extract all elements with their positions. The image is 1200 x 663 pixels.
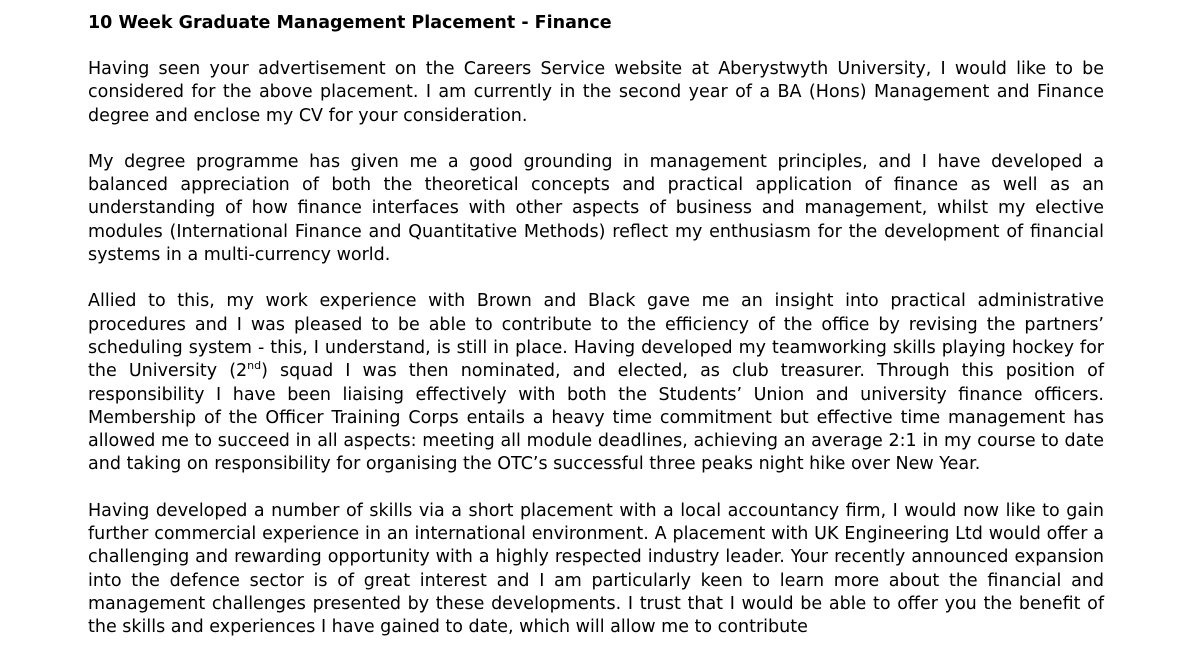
paragraph-work-experience [88,290,1104,476]
paragraph-introduction: Having seen your advertisement on the Careers Service website at Aberystwyth University, I would like to be considered for the above placement. I am currently in the second year of a BA (Hons) Management and Finance degree and enclose my CV for your consideration. [88,59,1104,126]
paragraph-text-part: Allied to this, my work experience with Brown and Black gave me an insight into practical administrative procedures and I was pleased to be able to contribute to the efficiency of the office by revising the partners’ scheduling system - this, I understand, is still in place. Having developed my teamworking skills playing hockey for the University (2 [88,291,1104,382]
letter-page [88,12,1104,663]
paragraph-text-part: ) squad I was then nominated, and elected, as club treasurer. Through this position of responsibility I have been liaising effectively with both the Students’ Union and university finance officers. Membership of the Officer Training Corps entails a heavy time commitment but effective time management has allowed me to succeed in all aspects: meeting all module deadlines, achieving an average 2:1 in my course to date and taking on responsibility for organising the OTC’s successful three peaks night hike over New Year. [88,361,1104,475]
paragraph-motivation: Having developed a number of skills via a short placement with a local accountancy firm, I would now like to gain further commercial experience in an international environment. A placement with UK Engineering Ltd would offer a challenging and rewarding opportunity with a highly respected industry leader. Your recently announced expansion into the defence sector is of great interest and I am particularly keen to learn more about the financial and management challenges presented by these developments. I trust that I would be able to offer you the benefit of the skills and experiences I have gained to date, which will allow me to contribute [88,500,1104,638]
letter-title: 10 Week Graduate Management Placement - Finance [88,13,612,33]
ordinal-suffix: nd [247,359,262,373]
paragraph-degree: My degree programme has given me a good grounding in management principles, and I have developed a balanced appreciation of both the theoretical concepts and practical application of finance as well as an understanding of how finance interfaces with other aspects of business and management, whilst my elective modules (International Finance and Quantitative Methods) reflect my enthusiasm for the development of financial systems in a multi-currency world. [88,151,1104,266]
